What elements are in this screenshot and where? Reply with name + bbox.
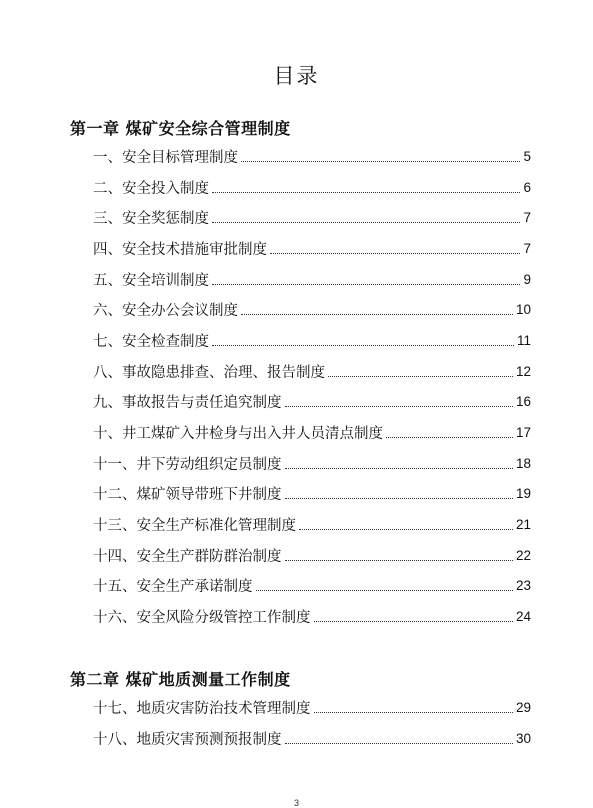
dot-leader xyxy=(285,468,513,469)
chapter-2-entries xyxy=(93,692,531,753)
dot-leader xyxy=(285,560,513,561)
toc-entry-label: 七、安全检查制度 xyxy=(93,333,209,350)
toc-entry-label: 八、事故隐患排查、治理、报告制度 xyxy=(93,364,325,381)
toc-entry-page: 6 xyxy=(523,179,531,195)
toc-entry[interactable] xyxy=(93,294,531,325)
toc-entry-label: 二、安全投入制度 xyxy=(93,180,209,197)
toc-entry-page: 7 xyxy=(523,210,531,226)
toc-entry[interactable] xyxy=(93,540,531,571)
toc-entry-page: 18 xyxy=(515,455,531,471)
toc-entry[interactable] xyxy=(93,601,531,632)
toc-entry[interactable] xyxy=(93,387,531,418)
dot-leader xyxy=(212,222,520,223)
toc-entry-label: 十六、安全风险分级管控工作制度 xyxy=(93,610,311,627)
dot-leader xyxy=(285,743,513,744)
toc-entry[interactable] xyxy=(93,202,531,233)
toc-entry-label: 五、安全培训制度 xyxy=(93,272,209,289)
toc-entry[interactable] xyxy=(93,264,531,295)
dot-leader xyxy=(212,345,514,346)
toc-entry-page: 22 xyxy=(515,547,531,563)
dot-leader xyxy=(285,498,513,499)
chapter-1-entries xyxy=(93,141,531,632)
toc-entry-label: 十、井工煤矿入井检身与出入井人员清点制度 xyxy=(93,426,383,443)
toc-title: 目录 xyxy=(273,64,320,88)
page-number: 3 xyxy=(293,798,299,808)
dot-leader xyxy=(285,406,513,407)
toc-entry[interactable] xyxy=(93,356,531,387)
toc-entry[interactable] xyxy=(93,509,531,540)
toc-entry-label: 九、事故报告与责任追究制度 xyxy=(93,395,282,412)
toc-entry-page: 12 xyxy=(515,363,531,379)
toc-entry-page: 29 xyxy=(515,699,531,715)
toc-entry-label: 十二、煤矿领导带班下井制度 xyxy=(93,487,282,504)
toc-entry[interactable] xyxy=(93,172,531,203)
dot-leader xyxy=(212,192,520,193)
toc-entry[interactable] xyxy=(93,692,531,723)
dot-leader xyxy=(299,529,513,530)
toc-entry-page: 9 xyxy=(523,271,531,287)
toc-entry-label: 十五、安全生产承诺制度 xyxy=(93,579,253,596)
toc-entry-label: 十七、地质灾害防治技术管理制度 xyxy=(93,700,311,717)
toc-entry-label: 六、安全办公会议制度 xyxy=(93,303,238,320)
toc-entry[interactable] xyxy=(93,448,531,479)
toc-entry-label: 十三、安全生产标准化管理制度 xyxy=(93,518,296,535)
chapter-1-heading: 第一章 煤矿安全综合管理制度 xyxy=(70,119,291,138)
toc-entry-page: 11 xyxy=(516,332,531,348)
dot-leader xyxy=(212,284,520,285)
dot-leader xyxy=(241,161,520,162)
toc-entry-label: 三、安全奖惩制度 xyxy=(93,211,209,228)
toc-entry-page: 21 xyxy=(515,517,531,533)
chapter-2-heading: 第二章 煤矿地质测量工作制度 xyxy=(70,670,291,689)
toc-entry-label: 十一、井下劳动组织定员制度 xyxy=(93,456,282,473)
dot-leader xyxy=(386,437,513,438)
toc-entry-label: 十四、安全生产群防群治制度 xyxy=(93,548,282,565)
toc-entry[interactable] xyxy=(93,417,531,448)
toc-entry[interactable] xyxy=(93,723,531,754)
toc-entry-page: 5 xyxy=(523,148,531,164)
dot-leader xyxy=(314,712,513,713)
dot-leader xyxy=(328,376,513,377)
dot-leader xyxy=(241,314,513,315)
toc-entry-label: 一、安全目标管理制度 xyxy=(93,149,238,166)
toc-entry[interactable] xyxy=(93,571,531,602)
toc-entry-label: 十八、地质灾害预测预报制度 xyxy=(93,731,282,748)
toc-entry[interactable] xyxy=(93,233,531,264)
toc-entry-page: 16 xyxy=(515,394,531,410)
toc-entry[interactable] xyxy=(93,325,531,356)
toc-entry[interactable] xyxy=(93,479,531,510)
toc-entry-page: 17 xyxy=(515,425,531,441)
toc-entry-page: 7 xyxy=(523,240,531,256)
toc-entry-page: 24 xyxy=(515,609,531,625)
dot-leader xyxy=(256,590,513,591)
dot-leader xyxy=(314,621,513,622)
dot-leader xyxy=(270,253,520,254)
toc-entry-page: 10 xyxy=(515,302,531,318)
toc-entry[interactable] xyxy=(93,141,531,172)
toc-entry-label: 四、安全技术措施审批制度 xyxy=(93,241,267,258)
toc-entry-page: 19 xyxy=(515,486,531,502)
toc-entry-page: 30 xyxy=(515,730,531,746)
toc-entry-page: 23 xyxy=(515,578,531,594)
